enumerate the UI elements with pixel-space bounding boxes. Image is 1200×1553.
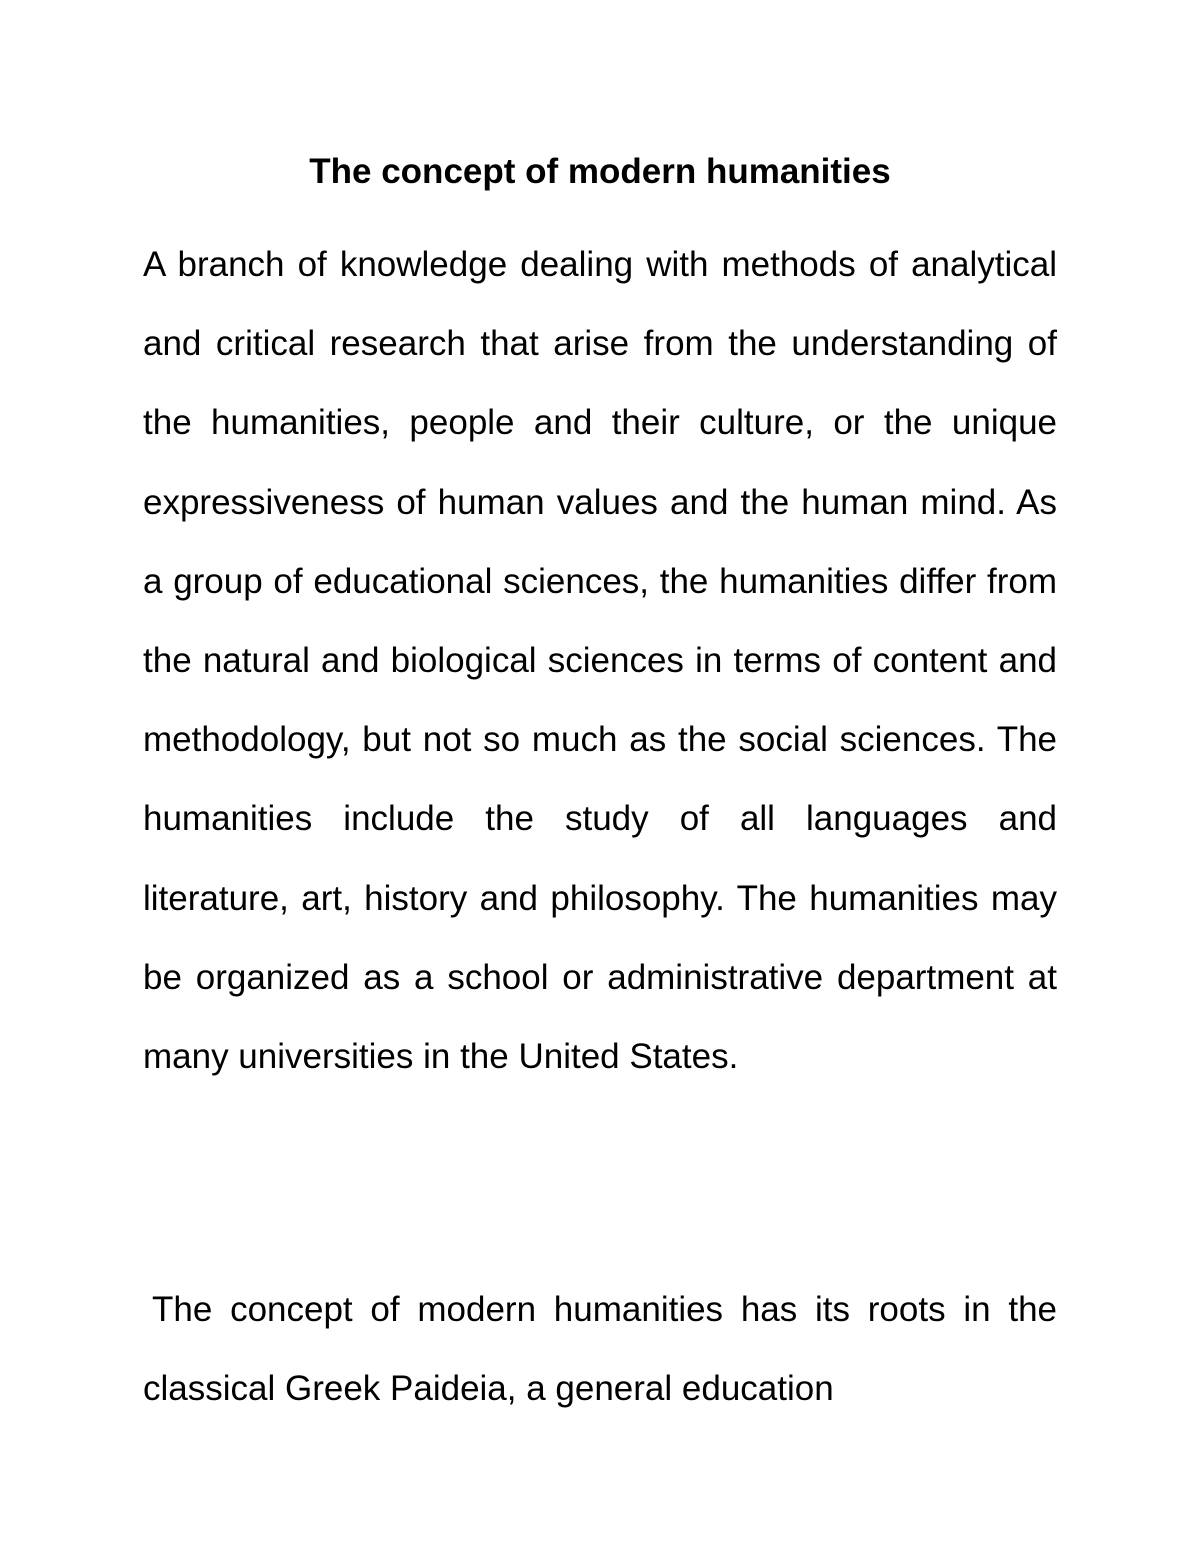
body-paragraph-1: A branch of knowledge dealing with methods of analytical and critical research that arise from the understanding of the humanities, people and their culture, or the unique expressiveness of human values and the human mind. As a group of educational sciences, the humanities differ from the natural and biological sciences in terms of content and methodology, but not so much as the social sciences. The humanities include the study of all languages and literature, art, history and philosophy. The humanities may be organized as a school or administrative department at many universities in the United States. xyxy=(143,245,1057,1077)
document-title: The concept of modern humanities xyxy=(309,152,891,191)
body-paragraph-2: The concept of modern humanities has its roots in the classical Greek Paideia, a general education xyxy=(143,1290,1057,1409)
